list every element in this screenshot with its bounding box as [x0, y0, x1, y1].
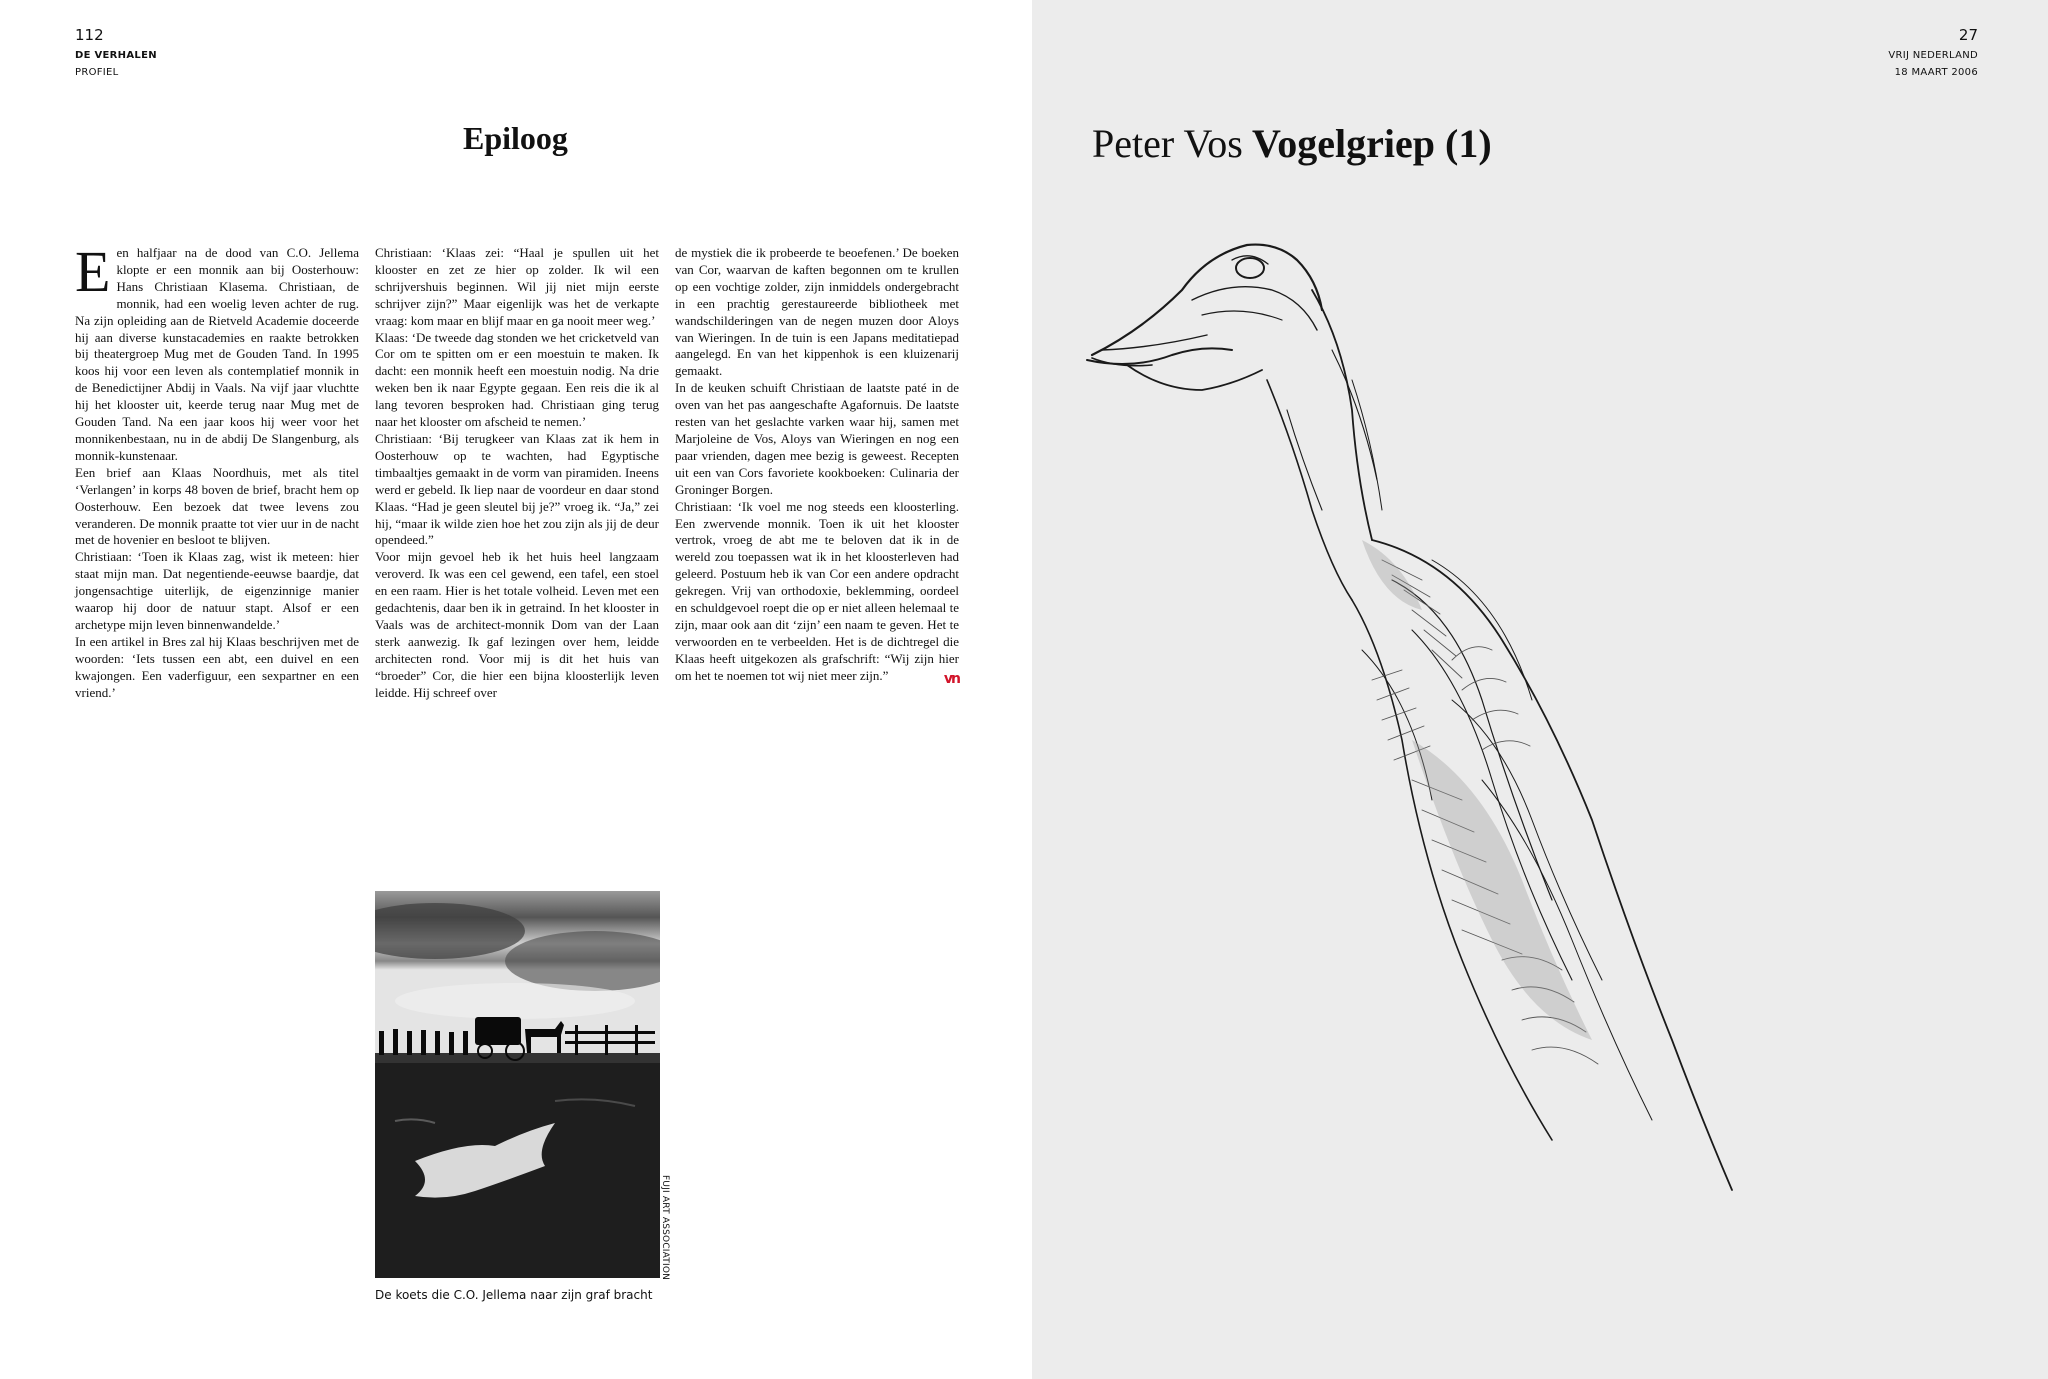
photo-illustration — [375, 891, 660, 1278]
paragraph: Christiaan: ‘Bij terugkeer van Klaas zat ik hem in Oosterhouw op te wachten, had Egyptische timbaaltjes gemaakt in de vorm van piramiden. Ineens werd er gebeld. Ik liep naar de voordeur en daar stond Klaas. “Had je geen sleutel bij je?” vroeg ik. “Ja,” zei hij, “maar ik wilde zien hoe het zou zijn als jij de deur opendeed.” — [375, 430, 659, 548]
paragraph: Christiaan: ‘Ik voel me nog steeds een kloosterling. Een zwervende monnik. Toen ik uit het klooster vertrok, vroeg de abt me te beloven dat ik in de wereld zou toepassen wat ik in het kloosterleven had geleerd. Postuum heb ik van Cor een andere opdracht gekregen. Vrij van orthodoxie, beklemming, oordeel en schuldgevoel roept die op er niet alleen helemaal te zijn, maar ook aan dit ‘zijn’ een naam te geven. Het te verwoorden en te verbeelden. Het is de dichtregel die Klaas heeft uitgekozen als grafschrift: “Wij zijn hier om het te noemen tot wij niet meer zijn.” — [675, 498, 959, 683]
artwork-title: Vogelgriep (1) — [1252, 121, 1492, 166]
page-number: 27 — [1958, 26, 1978, 44]
text-column-3 — [675, 245, 959, 687]
paragraph: Christiaan: ‘Klaas zei: “Haal je spullen uit het klooster en zet ze hier op zolder. Ik wil een schrijvershuis beginnen. Wil jij niet mijn eerste schrijver zijn?” Maar eigenlijk was het de verkapte vraag: kom maar en blijf maar en ga nooit meer weg.’ — [375, 245, 659, 328]
issue-date: 18 MAART 2006 — [1894, 67, 1978, 78]
end-mark-icon: vn — [943, 670, 959, 687]
paragraph: Voor mijn gevoel heb ik het huis heel langzaam veroverd. Ik was een cel gewend, een tafel, een stoel en een raam. Hier is het totale volheid. Leven met een gedachtenis, daar ben ik in getraind. In het klooster in Vaals was de architect-monnik Dom van der Laan sterk aanwezig. Ik gaf lezingen over hem, leidde architecten rond. Voor mij is dit het huis van “broeder” Cor, die hier een bijna kloosterlijk leven leidde. Hij schreef over — [375, 549, 659, 700]
paragraph: Klaas: ‘De tweede dag stonden we het cricketveld van Cor om te spitten om er een moestuin te maken. Ik dacht: een monnik heeft een moestuin nodig. Na drie weken ben ik naar Egypte gegaan. Een reis die ik al lang tevoren besproken had. Christiaan ging terug naar het klooster om afscheid te nemen.’ — [375, 329, 659, 430]
page-number: 112 — [75, 26, 104, 44]
paragraph: Een halfjaar na de dood van C.O. Jellema klopte er een monnik aan bij Oosterhouw: Hans Christiaan Klasema. Christiaan, de monnik, had een woelig leven achter de rug. Na zijn opleiding aan de Rietveld Academie doceerde hij aan diverse kunstacademies en raakte betrokken bij theatergroep Mug met de Gouden Tand. In 1995 koos hij voor een leven als contemplatief monnik in de Benedictijner Abdij in Vaals. Na vijf jaar vluchtte hij het klooster uit, keerde terug naar Mug met de Gouden Tand. Na een jaar koos hij weer voor het monnikenbestaan, nu in de abdij De Slangenburg, als monnik-kunstenaar. — [75, 239, 359, 463]
article-title: Epiloog — [463, 120, 568, 156]
folio-left — [75, 26, 157, 78]
paragraph: Christiaan: ‘Toen ik Klaas zag, wist ik meteen: hier staat mijn man. Dat negentiende-eeuwse baardje, dat jongensachtige uiterlijk, de eigenzinnige manier waarop hij door de natuur stapt. Alsof er een archetype mijn leven binnenwandelde.’ — [75, 549, 359, 632]
paragraph: In de keuken schuift Christiaan de laatste paté in de oven van het pas aangeschafte Agafornuis. De laatste resten van het geslachte varken waar hij, samen met Marjoleine de Vos, Aloys van Wieringen en nog een paar vrienden, dagen mee bezig is geweest. Recepten uit een van Cors favoriete kookboeken: Culinaria der Groninger Borgen. — [675, 380, 959, 497]
paragraph: In een artikel in Bres zal hij Klaas beschrijven met de woorden: ‘Iets tussen een abt, een duivel en een kwajongen. Een vaderfiguur, een sexpartner en een vriend.’ — [75, 633, 359, 700]
text-column-1 — [75, 239, 359, 701]
funeral-carriage-photo — [375, 891, 660, 1278]
text-column-2 — [375, 245, 659, 701]
photo-caption: De koets die C.O. Jellema naar zijn graf bracht — [375, 1288, 653, 1302]
feature-title — [1092, 120, 1492, 167]
publication-name: VRIJ NEDERLAND — [1888, 50, 1978, 61]
paragraph: Een brief aan Klaas Noordhuis, met als titel ‘Verlangen’ in korps 48 boven de brief, bracht hem op Oosterhouw. Een bezoek dat twee levens zou veranderen. De monnik praatte tot vier uur in de nacht met de hovenier en besloot te blijven. — [75, 464, 359, 548]
folio-right — [1888, 26, 1978, 78]
right-page — [1032, 0, 2048, 1379]
paragraph: de mystiek die ik probeerde te beoefenen.’ De boeken van Cor, waarvan de kaften begonnen om te krullen op een vochtige zolder, zijn inmiddels ondergebracht in een prachtig gerestaureerde bibliotheek met wandschilderingen van de negen muzen door Aloys van Wieringen. In de tuin is een Japans meditatiepad aangelegd. En van het kippenhok is een kluizenarij gemaakt. — [675, 245, 959, 379]
photo-credit: FUJI ART ASSOCIATION — [660, 1175, 670, 1281]
artist-name: Peter Vos — [1092, 121, 1243, 166]
subsection-label: PROFIEL — [75, 67, 119, 78]
drop-cap: E — [75, 239, 111, 304]
section-label: DE VERHALEN — [75, 50, 157, 61]
bird-sketch-drawing — [1032, 180, 2048, 1379]
